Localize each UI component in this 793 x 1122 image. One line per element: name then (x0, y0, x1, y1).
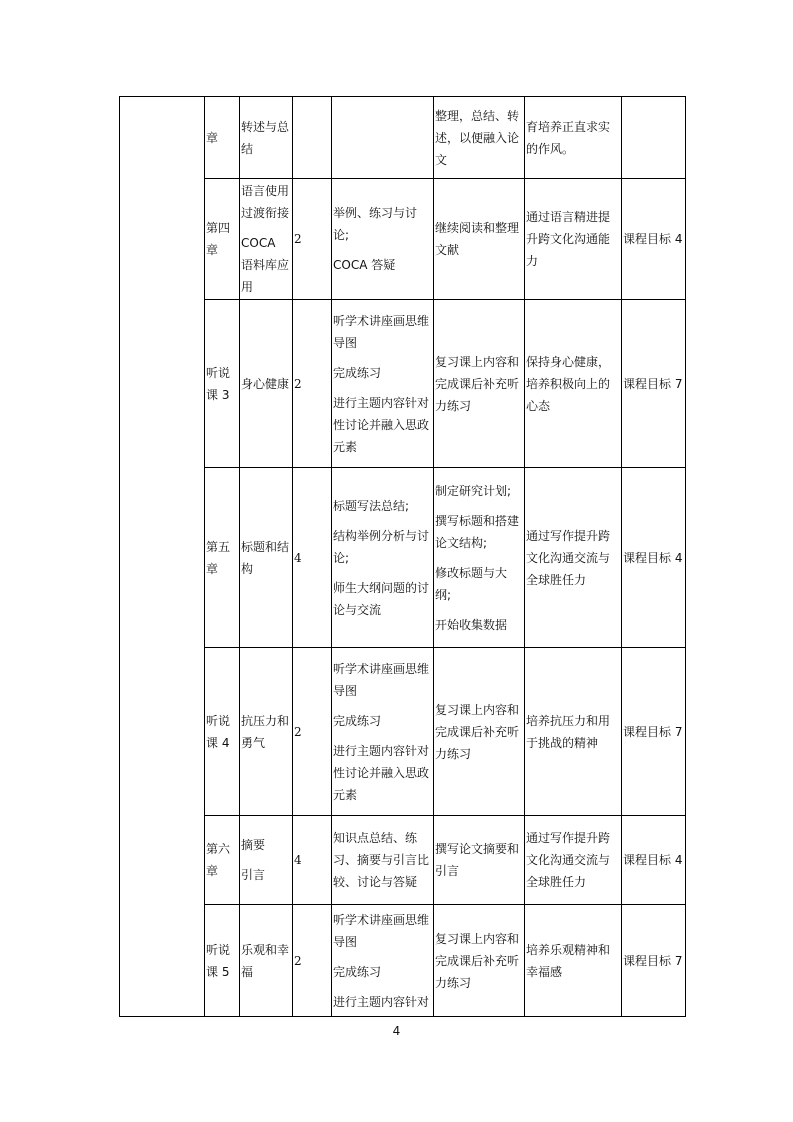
ideology-cell: 培养抗压力和用于挑战的精神 (525, 648, 622, 816)
goal-cell: 课程目标 7 (622, 300, 686, 468)
homework-line: 制定研究计划; (435, 483, 512, 498)
hours-cell: 2 (293, 648, 332, 816)
homework-cell (434, 816, 525, 905)
ideology-cell: 通过语言精进提升跨文化沟通能力 (525, 179, 622, 300)
goal-cell: 课程目标 4 (622, 816, 686, 905)
ideology-cell: 保持身心健康，培养积极向上的心态 (525, 300, 622, 468)
hours-cell: 4 (293, 468, 332, 648)
chapter-cell: 章 (205, 97, 240, 179)
homework-line: 撰写论文摘要和引言 (435, 842, 520, 878)
homework-line: 撰写标题和搭建论文结构; (435, 513, 520, 550)
homework-cell (434, 97, 525, 179)
method-line: 知识点总结、练习、摘要与引言比较、讨论与答疑 (333, 831, 430, 889)
method-line: 听学术讲座画思维导图 (333, 313, 430, 350)
chapter-cell: 第四章 (205, 179, 240, 300)
topic-line: 身心健康 (241, 376, 290, 391)
method-cell (332, 648, 434, 816)
table-row (120, 179, 686, 300)
table-row (120, 97, 686, 179)
topic-cell (240, 300, 293, 468)
method-line: 听学术讲座画思维导图 (333, 661, 430, 698)
method-line: 举例、练习与讨论; (333, 206, 418, 242)
chapter-cell: 听说课 5 (205, 905, 240, 1017)
homework-line: 复习课上内容和完成课后补充听力练习 (435, 702, 520, 761)
homework-line: 复习课上内容和完成课后补充听力练习 (435, 931, 520, 990)
ideology-cell: 通过写作提升跨文化沟通交流与全球胜任力 (525, 468, 622, 648)
method-line: 听学术讲座画思维导图 (333, 912, 430, 949)
ideology-cell: 培养乐观精神和幸福感 (525, 905, 622, 1017)
homework-cell (434, 179, 525, 300)
homework-cell (434, 648, 525, 816)
topic-cell (240, 648, 293, 816)
goal-cell: 课程目标 4 (622, 468, 686, 648)
homework-cell (434, 300, 525, 468)
homework-line: 修改标题与大纲; (435, 565, 508, 602)
method-cell (332, 97, 434, 179)
topic-line: 引言 (241, 868, 266, 882)
method-line: 完成练习 (333, 713, 382, 728)
topic-line: COCA 语料库应用 (241, 236, 290, 294)
hours-cell: 2 (293, 905, 332, 1017)
topic-line: 摘要 (241, 838, 266, 852)
method-line: 进行主题内容针对性讨论并融入思政元素 (333, 743, 430, 802)
method-line: 师生大纲问题的讨论与交流 (333, 580, 430, 617)
method-cell (332, 179, 434, 300)
hours-cell (293, 97, 332, 179)
topic-cell (240, 468, 293, 648)
goal-cell (622, 97, 686, 179)
syllabus-table-body (120, 97, 686, 1017)
ideology-cell: 通过写作提升跨文化沟通交流与全球胜任力 (525, 816, 622, 905)
table-row (120, 648, 686, 816)
table-row (120, 816, 686, 905)
topic-cell (240, 97, 293, 179)
merged-first-column-cell (120, 97, 205, 1017)
method-line: COCA 答疑 (333, 258, 396, 272)
ideology-cell: 育培养正直求实的作风。 (525, 97, 622, 179)
homework-cell (434, 905, 525, 1017)
goal-cell: 课程目标 7 (622, 905, 686, 1017)
chapter-cell: 听说课 4 (205, 648, 240, 816)
goal-cell: 课程目标 4 (622, 179, 686, 300)
homework-cell (434, 468, 525, 648)
topic-cell (240, 179, 293, 300)
hours-cell: 2 (293, 179, 332, 300)
topic-line: 标题和结构 (241, 539, 290, 576)
page-number: 4 (392, 1024, 401, 1038)
hours-cell: 2 (293, 300, 332, 468)
method-cell (332, 905, 434, 1017)
table-row (120, 905, 686, 1017)
topic-line: 语言使用过渡衔接 (241, 184, 290, 220)
method-cell (332, 300, 434, 468)
chapter-cell: 听说课 3 (205, 300, 240, 468)
goal-cell: 课程目标 7 (622, 648, 686, 816)
method-line: 进行主题内容针对 (333, 994, 430, 1009)
topic-cell (240, 816, 293, 905)
homework-line: 继续阅读和整理文献 (435, 221, 520, 257)
method-line: 结构举例分析与讨论; (333, 528, 430, 565)
homework-line: 开始收集数据 (435, 617, 508, 632)
topic-cell (240, 905, 293, 1017)
table-row (120, 468, 686, 648)
homework-line: 复习课上内容和完成课后补充听力练习 (435, 354, 520, 413)
topic-line: 转述与总结 (241, 119, 290, 156)
chapter-cell: 第五章 (205, 468, 240, 648)
hours-cell: 4 (293, 816, 332, 905)
method-cell (332, 468, 434, 648)
method-line: 完成练习 (333, 365, 382, 380)
method-line: 进行主题内容针对性讨论并融入思政元素 (333, 395, 430, 454)
homework-line: 整理，总结、转述，以便融入论文 (435, 108, 520, 167)
chapter-cell: 第六章 (205, 816, 240, 905)
method-line: 标题写法总结; (333, 498, 410, 513)
topic-line: 乐观和幸福 (241, 942, 290, 979)
topic-line: 抗压力和勇气 (241, 713, 290, 750)
table-row (120, 300, 686, 468)
method-cell (332, 816, 434, 905)
syllabus-table (119, 96, 686, 1017)
method-line: 完成练习 (333, 964, 382, 979)
